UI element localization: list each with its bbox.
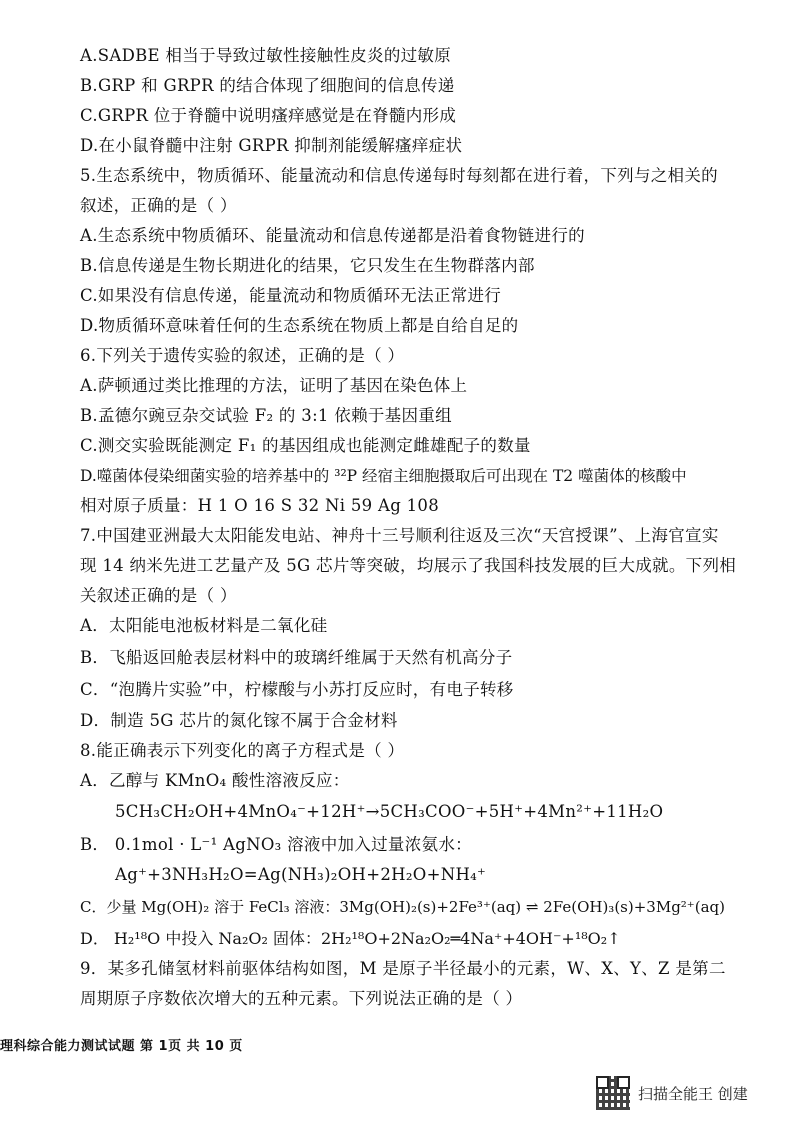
text-line: D．制造 5G 芯片的氮化镓不属于合金材料 [80,711,398,730]
text-line: A．乙醇与 KMnO₄ 酸性溶液反应： [80,771,350,790]
question-6: 6.下列关于遗传实验的叙述，正确的是（ ） [80,346,405,365]
text-line: 周期原子序数依次增大的五种元素。下列说法正确的是（ ） [80,989,523,1008]
question-5: 5.生态系统中，物质循环、能量流动和信息传递每时每刻都在进行着，下列与之相关的 [80,166,718,185]
page-footer: 理科综合能力测试试题 第 1页 共 10 页 [0,1039,243,1054]
text-line: C.GRPR 位于脊髓中说明瘙痒感觉是在脊髓内形成 [80,106,457,125]
text-line: A.生态系统中物质循环、能量流动和信息传递都是沿着食物链进行的 [80,226,585,245]
text-line: C．“泡腾片实验”中，柠檬酸与小苏打反应时，有电子转移 [80,680,514,699]
text-line: 关叙述正确的是（ ） [80,586,237,605]
text-line: B.GRP 和 GRPR 的结合体现了细胞间的信息传递 [80,76,455,95]
text-line: B． 0.1mol · L⁻¹ AgNO₃ 溶液中加入过量浓氨水： [80,835,472,854]
text-line: A．太阳能电池板材料是二氧化硅 [80,616,328,635]
atomic-mass-line: 相对原子质量：H 1 O 16 S 32 Ni 59 Ag 108 [80,496,439,515]
text-line: D． H₂¹⁸O 中投入 Na₂O₂ 固体：2H₂¹⁸O+2Na₂O₂═4Na⁺+4OH⁻+¹⁸O₂↑ [80,929,621,948]
text-line: C．少量 Mg(OH)₂ 溶于 FeCl₃ 溶液：3Mg(OH)₂(s)+2Fe³⁺(aq) ⇌ 2Fe(OH)₃(s)+3Mg²⁺(aq) [80,898,725,916]
text-line: 现 14 纳米先进工艺量产及 5G 芯片等突破，均展示了我国科技发展的巨大成就。下列相 [80,556,737,575]
question-8: 8.能正确表示下列变化的离子方程式是（ ） [80,741,405,760]
watermark-text: 扫描全能王 创建 [638,1084,748,1103]
text-line: D.噬菌体侵染细菌实验的培养基中的 ³²P 经宿主细胞摄取后可出现在 T2 噬菌体的核酸中 [80,467,687,485]
text-line: B.信息传递是生物长期进化的结果，它只发生在生物群落内部 [80,256,535,275]
text-line: C.测交实验既能测定 F₁ 的基因组成也能测定雌雄配子的数量 [80,436,531,455]
text-line: B．飞船返回舱表层材料中的玻璃纤维属于天然有机高分子 [80,648,513,667]
text-line: A.萨顿通过类比推理的方法，证明了基因在染色体上 [80,376,468,395]
question-9: 9．某多孔储氢材料前驱体结构如图，M 是原子半径最小的元素，W、X、Y、Z 是第二 [80,959,726,978]
scanner-watermark [596,1076,748,1110]
text-line: B.孟德尔豌豆杂交试验 F₂ 的 3:1 依赖于基因重组 [80,406,452,425]
qr-code-icon [596,1076,630,1110]
equation-line: Ag⁺+3NH₃H₂O=Ag(NH₃)₂OH+2H₂O+NH₄⁺ [115,865,487,884]
question-7: 7.中国建亚洲最大太阳能发电站、神舟十三号顺利往返及三次“天宫授课”、上海官宣实 [80,526,719,545]
text-line: C.如果没有信息传递，能量流动和物质循环无法正常进行 [80,286,502,305]
text-line: A.SADBE 相当于导致过敏性接触性皮炎的过敏原 [80,46,452,65]
text-line: D.物质循环意味着任何的生态系统在物质上都是自给自足的 [80,316,519,335]
text-line: D.在小鼠脊髓中注射 GRPR 抑制剂能缓解瘙痒症状 [80,136,463,155]
text-line: 叙述，正确的是（ ） [80,196,237,215]
equation-line: 5CH₃CH₂OH+4MnO₄⁻+12H⁺→5CH₃COO⁻+5H⁺+4Mn²⁺+11H₂O [115,802,664,821]
